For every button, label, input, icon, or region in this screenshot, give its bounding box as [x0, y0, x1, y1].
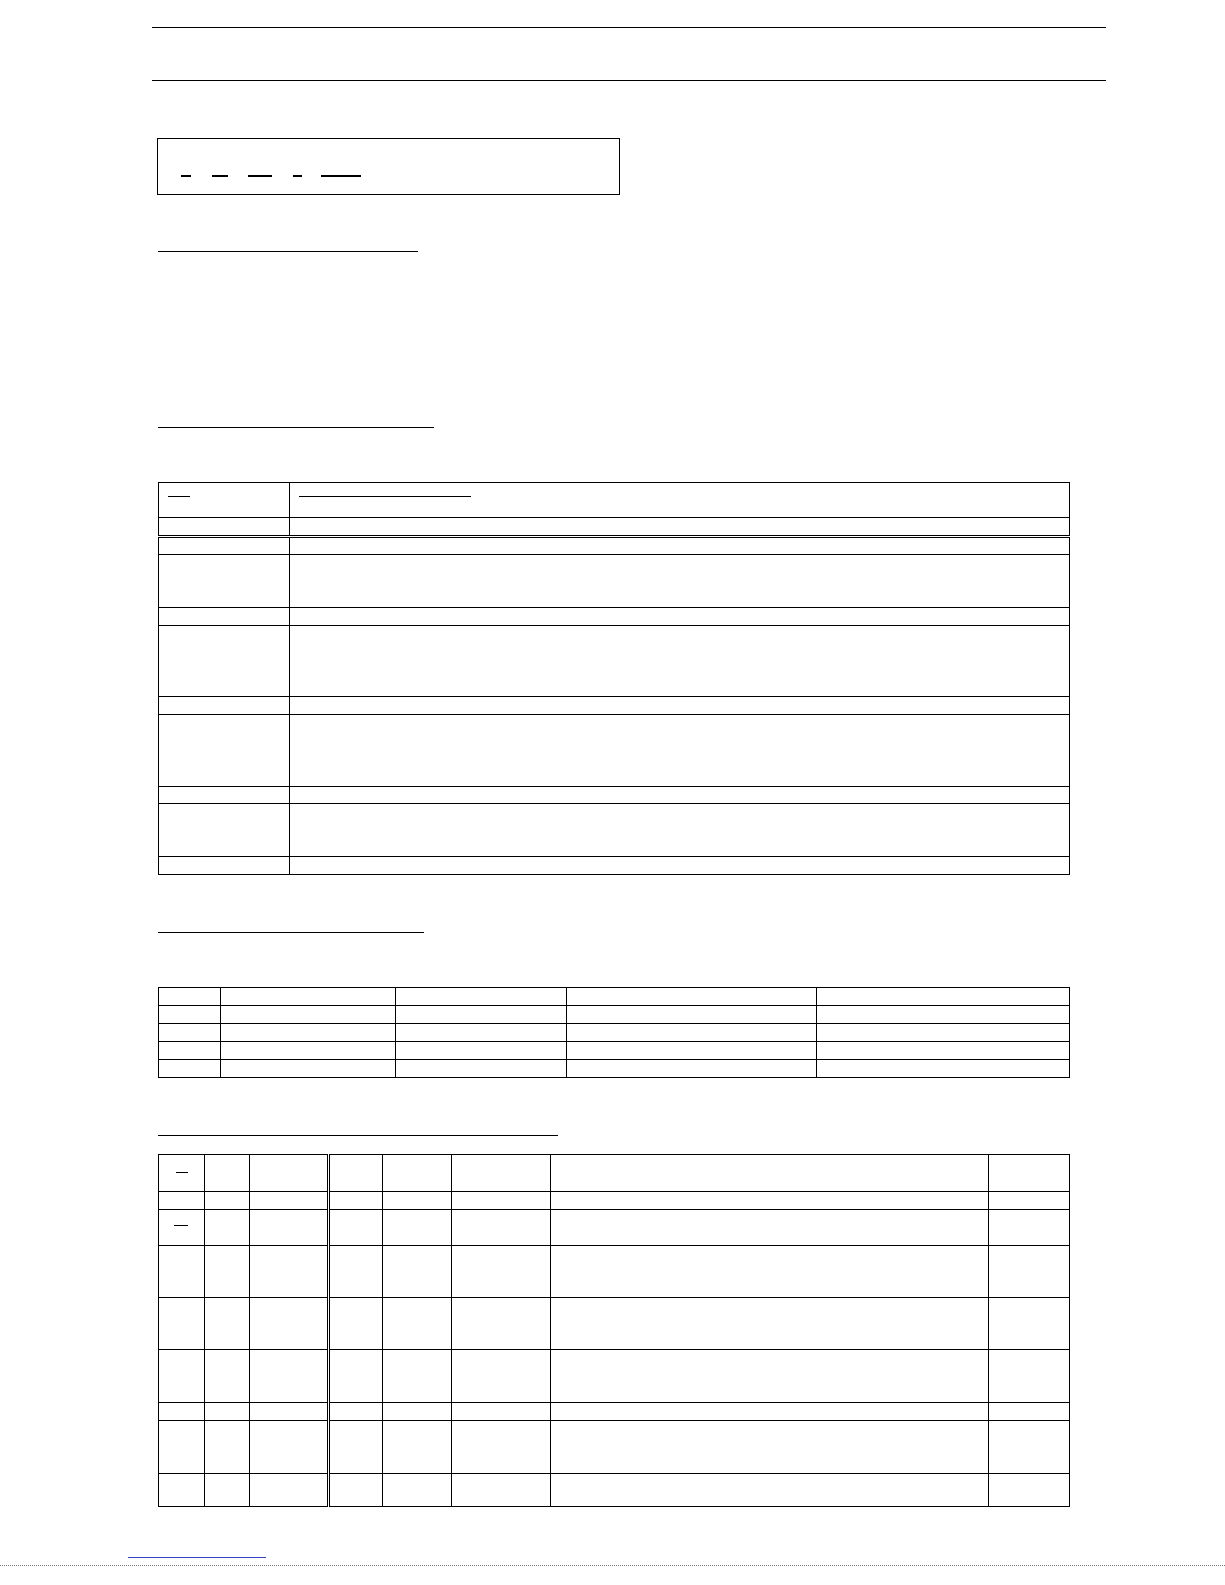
table-row	[159, 1042, 1070, 1060]
table-1	[158, 482, 1070, 875]
table-row	[159, 1474, 1070, 1507]
table-cell	[290, 555, 1070, 608]
table-3	[158, 1154, 1070, 1507]
table-cell	[396, 1042, 567, 1060]
table-cell	[159, 804, 290, 857]
table-cell	[567, 1024, 817, 1042]
table-cell	[383, 1246, 452, 1298]
table-cell	[329, 1192, 383, 1210]
table-3-header-cell	[551, 1155, 989, 1192]
table-cell	[159, 988, 221, 1006]
table-cell	[205, 1210, 250, 1246]
table-cell	[989, 1246, 1070, 1298]
table-cell	[159, 1246, 205, 1298]
table-cell	[551, 1298, 989, 1350]
table-cell	[383, 1298, 452, 1350]
table-cell	[159, 555, 290, 608]
title-underline-2	[212, 175, 228, 177]
table-cell	[383, 1192, 452, 1210]
table-3-header-row	[159, 1155, 1070, 1192]
table-cell	[159, 626, 290, 697]
table-3-header-cell	[159, 1155, 205, 1192]
table-cell	[159, 537, 290, 555]
table-cell	[290, 857, 1070, 875]
table-3-header-cell	[452, 1155, 551, 1192]
table-cell	[159, 1350, 205, 1403]
table-cell	[159, 1042, 221, 1060]
table-cell	[159, 1024, 221, 1042]
table-row	[159, 787, 1070, 804]
table-row	[159, 1024, 1070, 1042]
table-row	[159, 555, 1070, 608]
section-heading-4-underline	[158, 1135, 558, 1136]
table-row	[159, 1298, 1070, 1350]
table-cell	[159, 857, 290, 875]
table-cell	[396, 1024, 567, 1042]
table-3-header-cell	[383, 1155, 452, 1192]
table-cell	[159, 1403, 205, 1421]
header-top-rule	[152, 27, 1106, 28]
table-cell	[159, 1298, 205, 1350]
table-cell	[817, 1042, 1070, 1060]
table-cell	[159, 518, 290, 537]
table-cell	[290, 804, 1070, 857]
table-cell	[329, 1298, 383, 1350]
table-cell	[817, 988, 1070, 1006]
table-row	[159, 1403, 1070, 1421]
table-cell	[329, 1350, 383, 1403]
table-cell	[452, 1298, 551, 1350]
table-cell	[329, 1421, 383, 1474]
table-2	[158, 987, 1070, 1078]
table-cell	[452, 1246, 551, 1298]
table-cell	[329, 1474, 383, 1507]
table-cell	[817, 1006, 1070, 1024]
table-cell	[250, 1210, 329, 1246]
table-3-header-cell	[989, 1155, 1070, 1192]
table-cell	[159, 697, 290, 715]
table-cell	[452, 1421, 551, 1474]
table-cell	[567, 1060, 817, 1078]
table-cell	[551, 1350, 989, 1403]
table-cell	[250, 1298, 329, 1350]
title-underline-4	[293, 175, 302, 177]
table-cell	[205, 1192, 250, 1210]
table-cell	[205, 1298, 250, 1350]
table-cell	[817, 1060, 1070, 1078]
table-1-header-cell	[159, 483, 290, 518]
table-row	[159, 626, 1070, 697]
table-cell	[290, 626, 1070, 697]
table-cell	[452, 1403, 551, 1421]
table-cell	[290, 537, 1070, 555]
table-cell	[250, 1192, 329, 1210]
table-cell	[989, 1298, 1070, 1350]
table-cell	[452, 1192, 551, 1210]
table-cell	[551, 1403, 989, 1421]
table-cell	[250, 1474, 329, 1507]
table-cell	[205, 1474, 250, 1507]
table-cell	[250, 1246, 329, 1298]
table-cell	[551, 1210, 989, 1246]
table-cell	[329, 1403, 383, 1421]
table-cell	[383, 1350, 452, 1403]
table-cell	[159, 1421, 205, 1474]
table-cell	[989, 1403, 1070, 1421]
title-underline-1	[181, 175, 191, 177]
table-cell	[551, 1474, 989, 1507]
table-cell	[567, 1042, 817, 1060]
table-cell	[383, 1403, 452, 1421]
footer-link-underline	[128, 1557, 266, 1558]
table-row	[159, 1210, 1070, 1246]
table-row	[159, 1350, 1070, 1403]
table-cell	[817, 1024, 1070, 1042]
table-cell	[567, 1006, 817, 1024]
table-cell	[989, 1192, 1070, 1210]
table-row	[159, 1246, 1070, 1298]
table-cell	[159, 1006, 221, 1024]
table-cell	[383, 1474, 452, 1507]
table-cell	[221, 1024, 396, 1042]
table-row	[159, 804, 1070, 857]
table-cell	[250, 1421, 329, 1474]
table-cell	[452, 1474, 551, 1507]
table-cell	[396, 1006, 567, 1024]
table-row	[159, 1192, 1070, 1210]
table-row	[159, 537, 1070, 555]
table-cell	[551, 1192, 989, 1210]
table-cell	[551, 1246, 989, 1298]
table-cell	[159, 1210, 205, 1246]
table-row	[159, 857, 1070, 875]
table-row	[159, 1006, 1070, 1024]
table-cell	[159, 715, 290, 787]
table-cell	[290, 787, 1070, 804]
table-cell	[290, 697, 1070, 715]
table-cell	[159, 1474, 205, 1507]
table-cell	[396, 988, 567, 1006]
table-cell	[221, 1042, 396, 1060]
title-box	[157, 138, 620, 195]
table-3-header-cell	[250, 1155, 329, 1192]
table-cell	[452, 1350, 551, 1403]
table-cell	[383, 1210, 452, 1246]
table-cell	[290, 608, 1070, 626]
table-cell	[205, 1421, 250, 1474]
table-cell	[452, 1210, 551, 1246]
table-3-header-cell	[205, 1155, 250, 1192]
table-row	[159, 1421, 1070, 1474]
table-cell	[989, 1474, 1070, 1507]
table-cell	[396, 1060, 567, 1078]
table-cell	[290, 715, 1070, 787]
title-underline-5	[321, 175, 361, 177]
table-cell	[250, 1350, 329, 1403]
table-cell	[159, 1060, 221, 1078]
section-heading-3-underline	[158, 932, 424, 933]
table-cell	[383, 1421, 452, 1474]
table-cell	[329, 1246, 383, 1298]
section-heading-1-underline	[158, 251, 418, 252]
table-cell	[159, 787, 290, 804]
table-cell	[205, 1246, 250, 1298]
table-1-header-cell	[290, 483, 1070, 518]
table-cell	[221, 1006, 396, 1024]
table-cell	[159, 608, 290, 626]
table-cell	[290, 518, 1070, 537]
section-heading-2-underline	[158, 427, 434, 428]
footer-dotted-line	[0, 1565, 1225, 1566]
table-cell	[159, 1192, 205, 1210]
table-3-header-cell	[329, 1155, 383, 1192]
table-cell	[989, 1421, 1070, 1474]
table-row	[159, 1060, 1070, 1078]
table-1-header-row	[159, 483, 1070, 518]
table-cell	[567, 988, 817, 1006]
table-row	[159, 715, 1070, 787]
table-cell	[250, 1403, 329, 1421]
table-cell	[551, 1421, 989, 1474]
table-cell	[221, 988, 396, 1006]
table-row	[159, 988, 1070, 1006]
table-cell	[989, 1210, 1070, 1246]
table-row	[159, 518, 1070, 537]
table-row	[159, 697, 1070, 715]
header-bottom-rule	[152, 80, 1106, 81]
table-cell	[989, 1350, 1070, 1403]
title-underline-3	[248, 175, 272, 177]
table-cell	[205, 1350, 250, 1403]
table-cell	[329, 1210, 383, 1246]
table-cell	[205, 1403, 250, 1421]
table-row	[159, 608, 1070, 626]
table-cell	[221, 1060, 396, 1078]
